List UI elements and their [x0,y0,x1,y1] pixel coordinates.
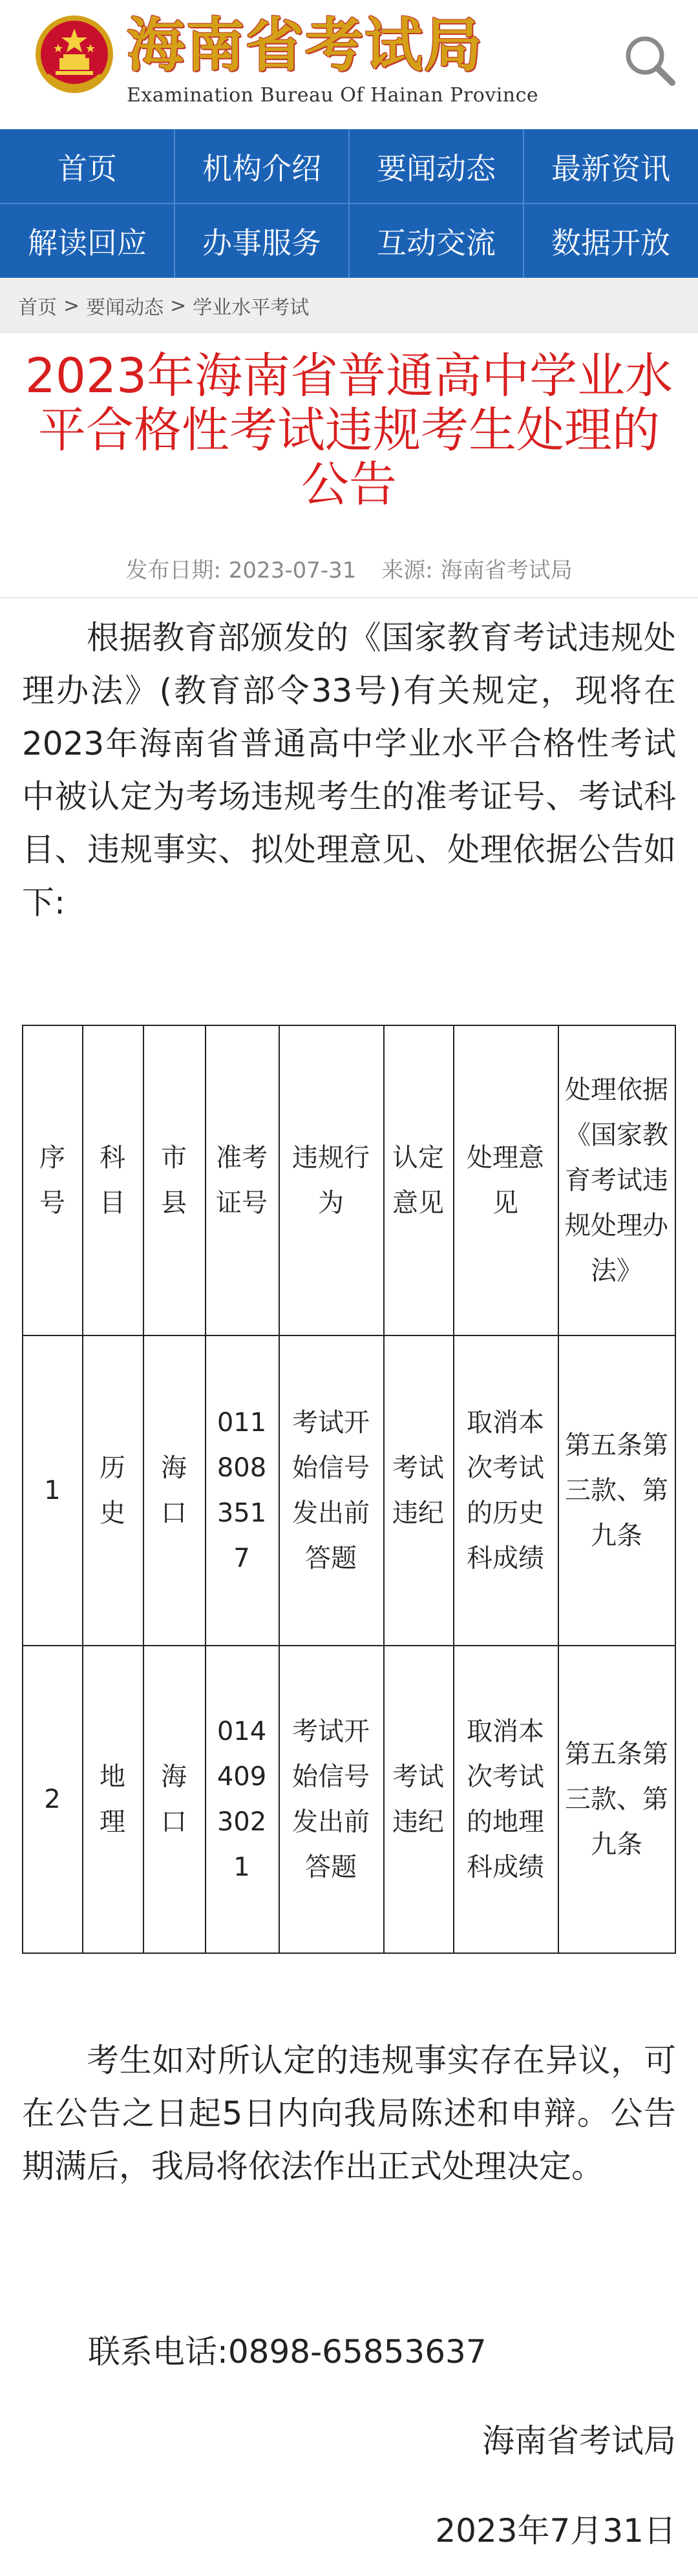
national-emblem-icon[interactable] [32,12,116,99]
table-cell: 海口 [161,1453,187,1528]
divider [0,597,698,598]
nav-item-latest[interactable]: 最新资讯 [551,151,670,186]
table-cell: 0118083517 [217,1408,267,1573]
article-paragraph: 考生如对所认定的违规事实存在异议，可在公告之日起5日内向我局陈述和申辩。公告期满后，我局将依法作出正式处理决定。 [22,2042,676,2185]
table-header-cell: 科目 [100,1143,125,1218]
table-cell: 1 [44,1476,61,1505]
nav-item-interpretation[interactable]: 解读回应 [28,225,147,260]
table-cell: 考试开始信号发出前答题 [292,1408,370,1573]
source-label: 来源: [381,558,433,583]
publish-date-label: 发布日期: [125,558,221,583]
violation-table [22,1025,676,1954]
table-cell: 第五条第三款、第九条 [565,1739,668,1859]
table-header-cell: 违规行为 [292,1143,370,1218]
table-cell: 海口 [161,1762,187,1837]
nav-item-home[interactable]: 首页 [58,151,117,186]
table-grid-line [279,1026,280,1953]
table-cell: 地理 [100,1762,125,1837]
breadcrumb-home[interactable]: 首页 [18,297,57,319]
source: 海南省考试局 [440,558,573,583]
breadcrumb-category[interactable]: 学业水平考试 [193,297,310,319]
site-header [0,0,698,129]
table-header-cell: 处理意见 [467,1143,544,1218]
table-cell: 考试违纪 [392,1762,444,1837]
main-nav [0,129,698,278]
table-header-cell: 市县 [161,1143,187,1218]
article-meta [0,552,698,584]
signature-date: 2023年7月31日 [435,2512,676,2550]
breadcrumb-news[interactable]: 要闻动态 [86,297,164,319]
table-cell: 取消本次考试的历史科成绩 [467,1408,544,1573]
breadcrumb-separator: > [63,294,80,317]
table-grid-line [205,1026,206,1953]
table-header-cell: 准考证号 [216,1143,268,1218]
table-header-cell: 处理依据《国家教育考试违规处理办法》 [565,1075,668,1286]
table-cell: 历史 [100,1453,125,1528]
table-cell: 2 [44,1785,61,1814]
nav-item-news[interactable]: 要闻动态 [377,151,496,186]
nav-item-services[interactable]: 办事服务 [202,225,321,260]
table-grid-line [82,1026,83,1953]
table-cell: 取消本次考试的地理科成绩 [467,1717,544,1882]
table-cell: 第五条第三款、第九条 [565,1430,668,1551]
article-paragraph: 根据教育部颁发的《国家教育考试违规处理办法》(教育部令33号)有关规定，现将在2023年海南省普通高中学业水平合格性考试中被认定为考场违规考生的准考证号、考试科目、违规事实、拟处理意见、处理依据公告如下: [22,619,676,921]
table-header-cell: 序号 [39,1143,65,1218]
site-subtitle: Examination Bureau Of Hainan Province [127,84,539,107]
table-cell: 考试违纪 [392,1453,444,1528]
table-grid-line [143,1026,144,1953]
article-title: 2023年海南省普通高中学业水平合格性考试违规考生处理的公告 [25,348,673,512]
search-icon[interactable] [620,31,679,89]
nav-item-about[interactable]: 机构介绍 [202,151,321,186]
contact-phone: 联系电话:0898-65853637 [88,2333,487,2371]
nav-item-open-data[interactable]: 数据开放 [551,225,670,260]
table-header-cell: 认定意见 [392,1143,444,1218]
table-grid-line [453,1026,454,1953]
table-cell: 0144093021 [217,1717,267,1882]
publish-date: 2023-07-31 [228,558,357,583]
table-cell: 考试开始信号发出前答题 [292,1717,370,1882]
breadcrumb [0,278,698,333]
signature: 海南省考试局 [482,2422,676,2460]
breadcrumb-separator: > [170,294,187,317]
table-grid-line [383,1026,385,1953]
site-title[interactable]: 海南省考试局 [127,11,483,79]
nav-item-interaction[interactable]: 互动交流 [377,225,496,260]
table-grid-line [558,1026,559,1953]
